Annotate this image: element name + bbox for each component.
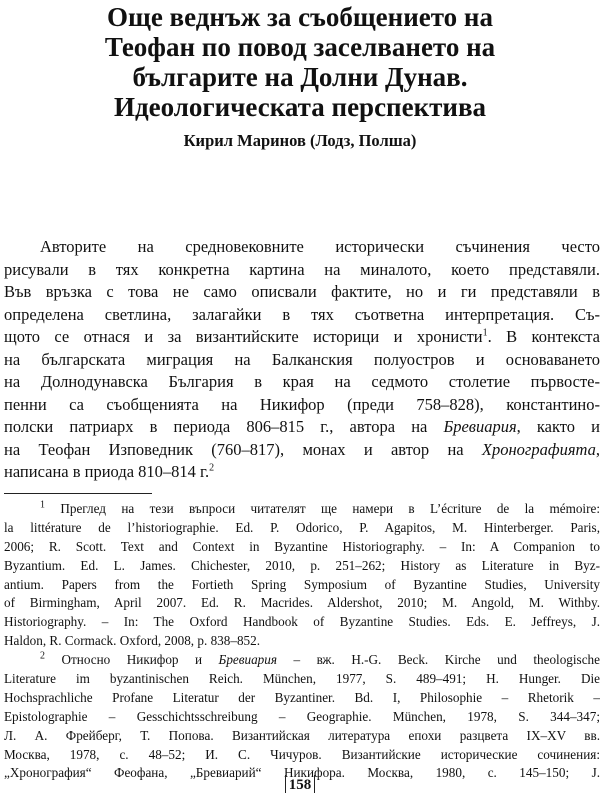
footnote-ref-1[interactable]: 1 <box>482 327 488 339</box>
body-line: пенни са съобщенията на Никифор (преди 758–828), константино- <box>4 394 600 414</box>
footnote-text: Преглед на тези въпроси читателят ще намери в L’écriture de la mémoire: <box>45 501 600 516</box>
footnote-1-line: Byzantium. Ed. L. James. Chichester, 2010, p. 251–262; History as Literature in Byz- <box>4 557 600 573</box>
footnote-2-line: Hochsprachliche Profane Literatur der Byzantiner. Bd. I, Philosophie – Rhetorik – <box>4 689 600 705</box>
body-text-span: . В контекста <box>487 327 600 346</box>
italic-title-breviarium: Бревиария <box>443 417 517 436</box>
footnote-1-number: 1 <box>40 499 45 511</box>
page-number-bar-right <box>314 775 315 793</box>
body-text-span: , както и <box>516 417 600 436</box>
title-line: Още веднъж за съобщението на <box>107 2 493 32</box>
body-line: Авторите на средновековните исторически съчинения често <box>40 237 600 256</box>
body-text-span: написана в приода 810–814 г. <box>4 462 210 481</box>
body-line <box>4 326 600 349</box>
body-line: на Долнодунавска България в края на седмото столетие първосте- <box>4 372 600 391</box>
body-text-span: щото се отнася и за византийските историци и хронисти <box>4 327 483 346</box>
body-text-span: полски патриарх в периода 806–815 г., автора на <box>4 417 444 436</box>
body-text-span: , <box>595 439 600 459</box>
footnote-text: – вж. H.-G. Beck. Kirche und theologische <box>277 652 600 668</box>
footnote-2-number: 2 <box>40 650 45 662</box>
article-title <box>20 2 580 122</box>
footnote-1-line: 2006; R. Scott. Text and Context in Byzantine Historiography. – In: A Companion to <box>4 538 600 554</box>
footnote-2-line <box>4 651 600 670</box>
footnote-2-line: Москва, 1978, с. 48–52; И. С. Чичуров. Византийские исторические сочинения: <box>4 746 600 762</box>
footnote-1-line: of Birmingham, April 2007. Ed. R. Macrides. Aldershot, 2010; M. Angold, M. Withby. <box>4 595 600 611</box>
footnote-separator <box>4 493 152 494</box>
body-line: на българската миграция на Балканския полуостров и основаването <box>4 349 600 369</box>
footnote-1-line: Historiography. – In: The Oxford Handbook of Byzantine Studies. Eds. E. Jeffreys, J. <box>4 614 600 630</box>
title-line: Идеологическата перспектива <box>113 92 487 122</box>
body-line: Във връзка с това не само описвали фактите, но и ги представяли в <box>4 282 600 301</box>
footnote-1-line <box>4 500 600 519</box>
footnotes-section <box>4 500 600 783</box>
page-number-value: 158 <box>288 777 312 793</box>
footnote-2-line: Epistolographie – Gesschichtsschreibung – Geographie. München, 1978, S. 344–347; <box>4 708 600 724</box>
body-line <box>4 439 600 462</box>
body-line <box>4 461 600 484</box>
body-text-span: на Теофан Изповедник (760–817), монах и автор на <box>4 439 482 459</box>
title-line: Теофан по повод заселването на <box>104 32 496 62</box>
article-author: Кирил Маринов (Лодз, Полша) <box>183 131 417 150</box>
italic-title-chronographia: Хронографията <box>481 439 596 459</box>
footnote-1-line: Haldon, R. Cormack. Oxford, 2008, p. 838–852. <box>4 633 261 649</box>
footnote-2-line: „Хронография“ Феофана, „Бревиарий“ Никифора. Москва, 1980, с. 145–150; J. <box>4 765 600 781</box>
footnote-text: Относно Никифор и <box>45 652 219 668</box>
footnote-2-line: Л. А. Фрейберг, Т. Попова. Византийская литература епохи разцвета IX–XV вв. <box>4 727 600 743</box>
page-number <box>270 775 330 795</box>
footnote-italic-title: Бревиария <box>218 652 278 668</box>
body-paragraph <box>4 236 600 484</box>
body-line <box>4 416 600 439</box>
page-number-bar-left <box>285 775 286 793</box>
body-line: рисували в тях конкретна картина на миналото, което представяли. <box>4 259 600 279</box>
title-line: българите на Долни Дунав. <box>132 62 468 92</box>
footnote-ref-2[interactable]: 2 <box>209 462 215 474</box>
footnote-2-line: Literature im byzantinischen Reich. München, 1977, S. 489–491; H. Hunger. Die <box>4 671 600 687</box>
footnote-1-line: la littérature de l’historiographie. Ed. P. Odorico, P. Agapitos, M. Hinterberger. Paris, <box>4 519 600 535</box>
body-line: определена светлина, залагайки в тях съответна интерпретация. Съ- <box>4 304 600 324</box>
footnote-1-line: antium. Papers from the Fortieth Spring Symposium of Byzantine Studies, University <box>4 576 600 592</box>
